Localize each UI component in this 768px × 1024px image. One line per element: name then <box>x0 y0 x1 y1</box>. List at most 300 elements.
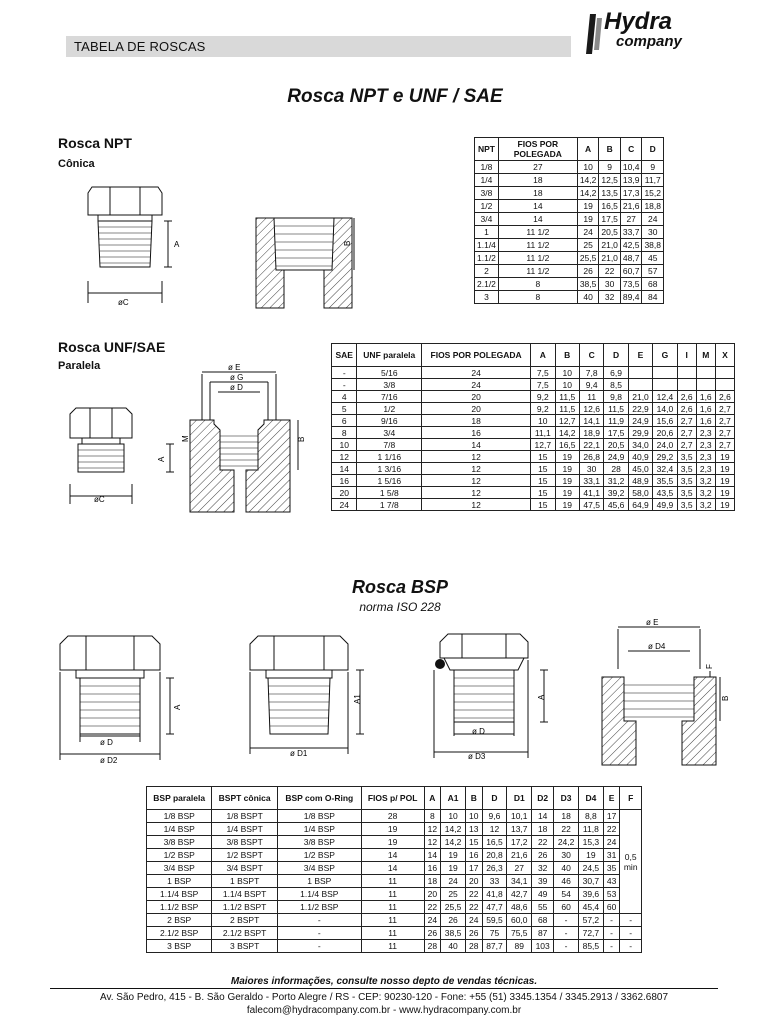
table-cell: 26 <box>577 265 599 278</box>
table-cell: 18,9 <box>579 427 603 439</box>
table-cell: 45,6 <box>604 499 628 511</box>
table-cell: 1,6 <box>696 415 715 427</box>
unf-dim-m: M <box>181 435 190 442</box>
table-cell: 12,4 <box>653 391 677 403</box>
table-cell: 12 <box>422 499 531 511</box>
table-cell <box>715 367 734 379</box>
table-cell: 16 <box>465 849 482 862</box>
table-cell: 33,7 <box>620 226 642 239</box>
table-cell <box>628 367 652 379</box>
npt-table <box>474 137 664 304</box>
table-cell: 19 <box>555 487 579 499</box>
logo-word-2: company <box>616 33 682 50</box>
table-cell: 24,9 <box>628 415 652 427</box>
table-cell: 1 BSP <box>277 875 361 888</box>
table-cell: 13 <box>465 823 482 836</box>
table-cell: 19 <box>555 499 579 511</box>
table-cell: 11,5 <box>555 403 579 415</box>
table-cell: 14,2 <box>555 427 579 439</box>
table-cell: 1.1/2 BSPT <box>212 901 278 914</box>
table-cell: 1/2 BSPT <box>212 849 278 862</box>
table-cell: 1/4 <box>475 174 499 187</box>
table-cell: - <box>554 914 579 927</box>
table-cell: 40 <box>441 940 466 953</box>
table-cell: 15,6 <box>653 415 677 427</box>
table-cell: 31,2 <box>604 475 628 487</box>
table-cell: 3/4 BSP <box>147 862 212 875</box>
table-cell: 38,5 <box>441 927 466 940</box>
bsp-title: Rosca BSP <box>351 577 449 597</box>
npt-table-header <box>475 138 664 161</box>
table-row <box>332 499 735 511</box>
table-cell <box>653 379 677 391</box>
table-cell: 24 <box>422 367 531 379</box>
table-cell: 27 <box>498 161 577 174</box>
table-cell: 13,5 <box>599 187 621 200</box>
table-cell: 5 <box>332 403 357 415</box>
table-cell: 30 <box>554 849 579 862</box>
table-cell: 15,2 <box>642 187 664 200</box>
table-cell: 3/8 <box>475 187 499 200</box>
table-cell: 19 <box>715 499 734 511</box>
table-row <box>475 161 664 174</box>
bsp-dim-a1: A1 <box>353 694 362 704</box>
table-cell: 7,5 <box>531 367 555 379</box>
table-cell: 2,3 <box>696 463 715 475</box>
table-cell: 11 1/2 <box>498 226 577 239</box>
table-cell: 25 <box>441 888 466 901</box>
table-cell: 9,4 <box>579 379 603 391</box>
logo-bars-icon <box>586 14 604 54</box>
table-cell: 21,6 <box>507 849 532 862</box>
table-cell: 18 <box>498 174 577 187</box>
table-cell: 45 <box>642 252 664 265</box>
table-cell: 10 <box>531 415 555 427</box>
table-cell: 1/8 BSPT <box>212 810 278 823</box>
table-cell: 10 <box>555 367 579 379</box>
logo-word-1: Hydra <box>604 8 673 35</box>
table-cell: 24,5 <box>578 862 603 875</box>
f-value-cell <box>620 810 642 914</box>
table-cell: 27 <box>507 862 532 875</box>
bsp-dim-a: A <box>173 704 182 710</box>
table-cell: 3/4 <box>357 427 422 439</box>
table-cell: 9,2 <box>531 391 555 403</box>
table-row <box>332 451 735 463</box>
column-header: A <box>424 787 441 810</box>
table-cell: 16,5 <box>555 439 579 451</box>
table-cell: 1 7/8 <box>357 499 422 511</box>
table-cell: 22 <box>465 888 482 901</box>
table-cell: 14 <box>532 810 554 823</box>
table-cell: 30 <box>579 463 603 475</box>
table-cell: 28 <box>465 940 482 953</box>
table-cell: 18 <box>554 810 579 823</box>
table-cell: 22,1 <box>579 439 603 451</box>
table-cell: 2,7 <box>715 403 734 415</box>
unf-table-body <box>332 367 735 511</box>
footer-address: Av. São Pedro, 415 - B. São Geraldo - Porto Alegre / RS - CEP: 90230-120 - Fone: +55 (51) 3345.1354 / 3345.2913 / 3362.6807 <box>99 992 669 1003</box>
table-cell: 20 <box>422 391 531 403</box>
f-value: 0,5 <box>624 851 637 862</box>
table-cell: 11,9 <box>604 415 628 427</box>
table-cell: 11 1/2 <box>498 239 577 252</box>
table-cell: 55 <box>532 901 554 914</box>
table-cell: 47,5 <box>579 499 603 511</box>
column-header: M <box>696 344 715 367</box>
table-cell: 20,5 <box>604 439 628 451</box>
npt-female-port-diagram <box>250 200 360 310</box>
table-cell: 14,2 <box>441 836 466 849</box>
column-header: NPT <box>475 138 499 161</box>
table-cell: 3/8 BSP <box>277 836 361 849</box>
table-cell: 48,9 <box>628 475 652 487</box>
table-cell: 11 1/2 <box>498 252 577 265</box>
table-cell: 39 <box>532 875 554 888</box>
bsp-dim-d1: ø D1 <box>290 749 308 758</box>
table-cell: 22 <box>554 823 579 836</box>
table-cell: 14 <box>424 849 441 862</box>
table-cell: 19 <box>555 475 579 487</box>
table-cell: - <box>554 927 579 940</box>
table-cell: 21,0 <box>599 239 621 252</box>
table-cell: 1.1/4 BSP <box>147 888 212 901</box>
table-cell: 10 <box>465 810 482 823</box>
table-cell: 18 <box>498 187 577 200</box>
table-row <box>332 427 735 439</box>
column-header: F <box>620 787 642 810</box>
table-cell: 12 <box>332 451 357 463</box>
table-cell: 24 <box>422 379 531 391</box>
table-cell: 2,7 <box>677 415 696 427</box>
column-header: BSPT cônica <box>212 787 278 810</box>
table-cell: 1 3/16 <box>357 463 422 475</box>
bsp-dim-d2: ø D2 <box>100 756 118 765</box>
table-cell: 8 <box>424 810 441 823</box>
table-cell: 39,2 <box>604 487 628 499</box>
table-cell: 20,5 <box>599 226 621 239</box>
table-cell: 53 <box>603 888 620 901</box>
table-cell: 75,5 <box>507 927 532 940</box>
column-header: FIOS p/ POL <box>361 787 424 810</box>
table-cell: 1/4 BSPT <box>212 823 278 836</box>
table-cell: 9 <box>642 161 664 174</box>
table-cell: 3 BSP <box>147 940 212 953</box>
table-cell: 7,5 <box>531 379 555 391</box>
npt-subtitle: Cônica <box>58 158 95 170</box>
table-cell: 29,9 <box>628 427 652 439</box>
table-row <box>332 475 735 487</box>
table-cell: 7/16 <box>357 391 422 403</box>
table-cell: 16,5 <box>599 200 621 213</box>
table-cell: 1 5/16 <box>357 475 422 487</box>
table-cell: 58,0 <box>628 487 652 499</box>
table-cell: 1/4 BSP <box>147 823 212 836</box>
table-cell: 1,6 <box>696 403 715 415</box>
table-cell: 38,8 <box>642 239 664 252</box>
f-dash-cell: - <box>620 914 642 927</box>
table-cell: 19 <box>715 451 734 463</box>
table-cell: 72,7 <box>578 927 603 940</box>
column-header: C <box>620 138 642 161</box>
table-cell: 15 <box>531 487 555 499</box>
column-header: E <box>628 344 652 367</box>
table-cell: 2,6 <box>715 391 734 403</box>
table-cell: 19 <box>715 463 734 475</box>
table-cell: 10,4 <box>620 161 642 174</box>
table-cell: 14,0 <box>653 403 677 415</box>
table-cell: 11,7 <box>642 174 664 187</box>
table-cell: 43 <box>603 875 620 888</box>
table-row <box>147 862 642 875</box>
unf-table <box>331 343 735 511</box>
table-cell: 2,7 <box>715 415 734 427</box>
unf-female-port-diagram <box>180 360 320 515</box>
column-header: D <box>604 344 628 367</box>
table-cell: 14,1 <box>579 415 603 427</box>
table-cell: 3,5 <box>677 463 696 475</box>
table-cell: 26,8 <box>579 451 603 463</box>
table-cell: 24 <box>465 914 482 927</box>
table-cell: 11,1 <box>531 427 555 439</box>
table-cell: 15 <box>531 451 555 463</box>
bsp-table-header <box>147 787 642 810</box>
table-row <box>332 463 735 475</box>
table-cell: 2,3 <box>696 439 715 451</box>
table-row <box>332 415 735 427</box>
table-cell: 15 <box>531 463 555 475</box>
table-cell: 26,3 <box>482 862 507 875</box>
table-cell: 12,7 <box>531 439 555 451</box>
table-row <box>147 888 642 901</box>
table-cell: 12 <box>422 475 531 487</box>
table-cell: 1.1/2 BSP <box>277 901 361 914</box>
table-cell: 35,5 <box>653 475 677 487</box>
table-cell: 1/2 BSP <box>277 849 361 862</box>
table-cell: 60,7 <box>620 265 642 278</box>
table-cell: 87,7 <box>482 940 507 953</box>
table-row <box>475 174 664 187</box>
table-cell: 3,2 <box>696 487 715 499</box>
table-cell: 2.1/2 <box>475 278 499 291</box>
table-cell <box>677 367 696 379</box>
table-cell: 103 <box>532 940 554 953</box>
npt-male-fitting-diagram <box>70 185 190 310</box>
table-cell: 31 <box>603 849 620 862</box>
table-cell: 3,5 <box>677 487 696 499</box>
table-cell: 9 <box>599 161 621 174</box>
table-row <box>147 823 642 836</box>
table-row <box>147 940 642 953</box>
column-header: I <box>677 344 696 367</box>
table-cell: 47,7 <box>482 901 507 914</box>
table-cell: 41,1 <box>579 487 603 499</box>
table-cell: 1 <box>475 226 499 239</box>
column-header: A <box>531 344 555 367</box>
table-cell: 18 <box>532 823 554 836</box>
table-cell: 84 <box>642 291 664 304</box>
table-cell: 19 <box>578 849 603 862</box>
table-cell: 28 <box>361 810 424 823</box>
table-cell: 30 <box>599 278 621 291</box>
table-cell: 24,2 <box>554 836 579 849</box>
unf-dim-c: øC <box>94 495 105 504</box>
table-cell <box>628 379 652 391</box>
table-cell: 2,7 <box>677 439 696 451</box>
table-cell: 3 BSPT <box>212 940 278 953</box>
column-header: X <box>715 344 734 367</box>
column-header: C <box>579 344 603 367</box>
table-cell: 73,5 <box>620 278 642 291</box>
column-header: BSP paralela <box>147 787 212 810</box>
table-cell: 11 <box>361 875 424 888</box>
table-row <box>147 836 642 849</box>
table-cell: 3/8 BSP <box>147 836 212 849</box>
table-cell: - <box>603 940 620 953</box>
table-cell: 20 <box>465 875 482 888</box>
npt-title: Rosca NPT <box>58 135 132 151</box>
bsp-parallel-fitting-diagram <box>40 630 190 765</box>
table-cell: 21,0 <box>599 252 621 265</box>
bsp-subtitle: norma ISO 228 <box>359 600 441 614</box>
table-cell: 60 <box>554 901 579 914</box>
table-cell: - <box>277 940 361 953</box>
table-cell: 59,5 <box>482 914 507 927</box>
table-cell: 16 <box>332 475 357 487</box>
table-cell: 2 <box>475 265 499 278</box>
table-cell: 25,5 <box>441 901 466 914</box>
table-row <box>147 901 642 914</box>
table-cell: - <box>332 367 357 379</box>
f-dash-cell: - <box>620 940 642 953</box>
table-cell: 16,5 <box>482 836 507 849</box>
table-cell: - <box>603 927 620 940</box>
table-cell: 17,3 <box>620 187 642 200</box>
table-cell: - <box>277 914 361 927</box>
table-row <box>475 265 664 278</box>
footer-contact: falecom@hydracompany.com.br - www.hydracompany.com.br <box>246 1005 522 1016</box>
table-cell: - <box>277 927 361 940</box>
table-cell: 1/8 BSP <box>147 810 212 823</box>
table-cell: 2,3 <box>696 427 715 439</box>
table-cell: 22 <box>424 901 441 914</box>
table-cell: 4 <box>332 391 357 403</box>
table-cell: 19 <box>715 475 734 487</box>
unf-subtitle: Paralela <box>58 360 101 372</box>
table-cell: 19 <box>361 823 424 836</box>
table-cell: 19 <box>441 862 466 875</box>
page-title: Rosca NPT e UNF / SAE <box>287 86 503 107</box>
table-row <box>147 875 642 888</box>
column-header: D <box>642 138 664 161</box>
table-cell <box>715 379 734 391</box>
table-cell: 3,5 <box>677 451 696 463</box>
table-cell: 1 BSP <box>147 875 212 888</box>
table-cell: 17,5 <box>599 213 621 226</box>
bsp-dim-d3: ø D3 <box>468 752 486 761</box>
table-row <box>475 239 664 252</box>
column-header: D3 <box>554 787 579 810</box>
table-cell: 64,9 <box>628 499 652 511</box>
table-cell: 11 <box>361 901 424 914</box>
table-cell: 57,2 <box>578 914 603 927</box>
table-cell: 40 <box>577 291 599 304</box>
table-cell: - <box>332 379 357 391</box>
table-cell: 12,5 <box>599 174 621 187</box>
table-cell: 12 <box>422 451 531 463</box>
table-cell: 3,2 <box>696 499 715 511</box>
table-cell: 10,1 <box>507 810 532 823</box>
table-cell: 3,2 <box>696 475 715 487</box>
table-cell: 2,6 <box>677 391 696 403</box>
table-cell: 34,1 <box>507 875 532 888</box>
table-cell: 24 <box>441 875 466 888</box>
table-cell: 11 <box>579 391 603 403</box>
table-cell: 1 1/16 <box>357 451 422 463</box>
table-cell: 45,4 <box>578 901 603 914</box>
table-row <box>475 187 664 200</box>
table-row <box>332 439 735 451</box>
bsp-table-body <box>147 810 642 953</box>
table-cell: 1/2 <box>357 403 422 415</box>
unf-dim-e: ø E <box>228 363 241 372</box>
table-cell: 60,0 <box>507 914 532 927</box>
table-cell: 12 <box>422 487 531 499</box>
table-cell: 30 <box>642 226 664 239</box>
table-cell: 24 <box>642 213 664 226</box>
table-cell: 2,3 <box>696 451 715 463</box>
table-cell: 17,2 <box>507 836 532 849</box>
table-cell: 21,6 <box>620 200 642 213</box>
table-cell: 26 <box>441 914 466 927</box>
table-cell: - <box>603 914 620 927</box>
table-cell: 2,7 <box>715 427 734 439</box>
table-cell: 57 <box>642 265 664 278</box>
table-cell: 24,9 <box>604 451 628 463</box>
table-cell: 22 <box>603 823 620 836</box>
table-cell: 20,8 <box>482 849 507 862</box>
table-cell: 7/8 <box>357 439 422 451</box>
unf-title: Rosca UNF/SAE <box>58 339 166 355</box>
table-cell: 11,5 <box>604 403 628 415</box>
table-cell: 19 <box>555 463 579 475</box>
table-cell: 18 <box>422 415 531 427</box>
table-cell: 15,3 <box>578 836 603 849</box>
unf-table-header <box>332 344 735 367</box>
table-cell: 13,9 <box>620 174 642 187</box>
table-cell: 19 <box>361 836 424 849</box>
table-cell: 22 <box>599 265 621 278</box>
table-cell: 2,7 <box>715 439 734 451</box>
table-cell: 11,8 <box>578 823 603 836</box>
table-cell: 14 <box>361 862 424 875</box>
table-cell: 13,7 <box>507 823 532 836</box>
npt-dim-a: A <box>174 240 180 249</box>
table-cell: 12 <box>424 823 441 836</box>
table-cell <box>696 367 715 379</box>
unf-male-fitting-diagram <box>62 390 182 508</box>
column-header: A1 <box>441 787 466 810</box>
table-cell: 14 <box>422 439 531 451</box>
table-cell: 20,6 <box>653 427 677 439</box>
table-cell: 22,9 <box>628 403 652 415</box>
table-cell: 28 <box>424 940 441 953</box>
table-cell: 3,5 <box>677 499 696 511</box>
section-label: TABELA DE ROSCAS <box>74 39 206 54</box>
column-header: BSP com O-Ring <box>277 787 361 810</box>
table-row <box>475 200 664 213</box>
npt-table-body <box>475 161 664 304</box>
